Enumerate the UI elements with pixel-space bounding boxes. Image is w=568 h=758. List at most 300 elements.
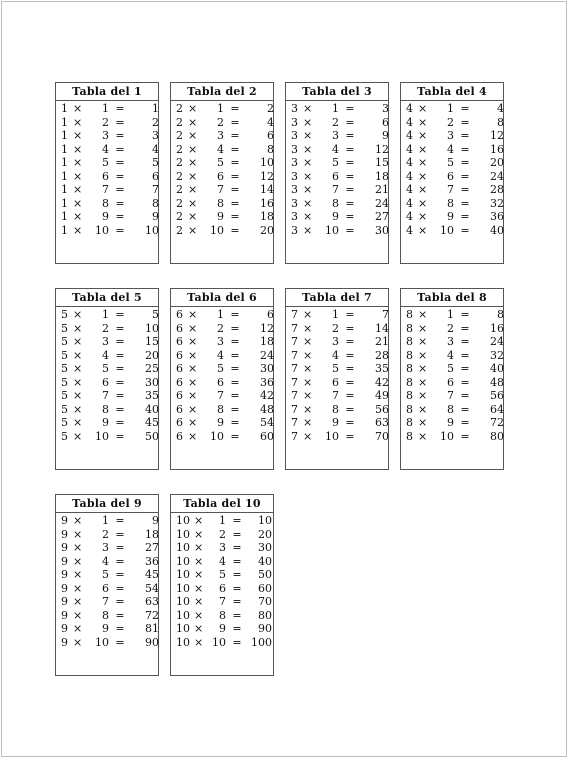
table-row — [286, 210, 388, 224]
equals-sign: = — [115, 527, 125, 541]
product: 27 — [375, 210, 389, 223]
times-table-card — [285, 82, 389, 264]
product: 35 — [145, 389, 159, 402]
factor-b: 3 — [217, 129, 224, 142]
table-row — [401, 308, 503, 322]
factor-a: 6 — [176, 348, 183, 362]
factor-b: 7 — [102, 389, 109, 402]
times-table-card — [400, 288, 504, 470]
product: 72 — [145, 608, 159, 622]
table-row — [286, 156, 388, 170]
product: 12 — [375, 142, 389, 156]
factor-a: 5 — [61, 416, 68, 429]
product: 40 — [490, 223, 504, 237]
factor-b: 8 — [217, 196, 224, 210]
factor-a: 3 — [291, 115, 298, 129]
table-row — [56, 210, 158, 224]
factor-b: 6 — [102, 375, 109, 389]
table-row — [56, 116, 158, 130]
factor-b: 2 — [447, 115, 454, 129]
times-sign: × — [73, 622, 83, 635]
table-row — [171, 582, 273, 596]
table-row — [286, 430, 388, 444]
times-table-rows — [401, 101, 503, 237]
times-table-card — [170, 82, 274, 264]
times-sign: × — [73, 169, 83, 183]
times-sign: × — [188, 169, 198, 183]
times-table-title: Tabla del 2 — [171, 83, 273, 101]
factor-a: 9 — [61, 595, 68, 608]
product: 9 — [152, 210, 159, 223]
times-sign: × — [303, 402, 313, 416]
factor-b: 1 — [217, 308, 224, 321]
equals-sign: = — [115, 223, 125, 237]
times-table-rows — [56, 307, 158, 443]
table-row — [56, 622, 158, 636]
times-sign: × — [418, 335, 428, 348]
factor-b: 6 — [102, 581, 109, 595]
times-sign: × — [188, 102, 198, 115]
equals-sign: = — [460, 129, 470, 142]
times-sign: × — [418, 308, 428, 321]
factor-b: 3 — [332, 335, 339, 348]
equals-sign: = — [460, 308, 470, 321]
equals-sign: = — [232, 514, 242, 527]
times-sign: × — [188, 416, 198, 429]
factor-a: 1 — [61, 223, 68, 237]
factor-b: 7 — [217, 389, 224, 402]
factor-a: 6 — [176, 389, 183, 402]
times-sign: × — [418, 196, 428, 210]
equals-sign: = — [115, 156, 125, 169]
table-row — [56, 308, 158, 322]
equals-sign: = — [115, 183, 125, 196]
product: 54 — [260, 416, 274, 429]
factor-b: 8 — [219, 608, 226, 622]
times-sign: × — [303, 223, 313, 237]
table-row — [56, 170, 158, 184]
factor-b: 2 — [102, 321, 109, 335]
product: 60 — [260, 429, 274, 443]
factor-a: 6 — [176, 375, 183, 389]
times-table-card — [400, 82, 504, 264]
times-sign: × — [73, 527, 83, 541]
factor-a: 10 — [176, 514, 190, 527]
product: 15 — [375, 156, 389, 169]
product: 60 — [258, 581, 272, 595]
factor-b: 9 — [217, 210, 224, 223]
product: 72 — [490, 416, 504, 429]
factor-b: 1 — [332, 308, 339, 321]
factor-a: 2 — [176, 115, 183, 129]
times-sign: × — [73, 554, 83, 568]
factor-b: 3 — [102, 335, 109, 348]
table-row — [286, 389, 388, 403]
table-row — [171, 416, 273, 430]
product: 36 — [145, 554, 159, 568]
table-row — [56, 376, 158, 390]
table-row — [171, 362, 273, 376]
times-sign: × — [188, 115, 198, 129]
factor-a: 10 — [176, 635, 190, 649]
factor-a: 3 — [291, 129, 298, 142]
table-row — [56, 555, 158, 569]
factor-b: 5 — [217, 362, 224, 375]
times-sign: × — [188, 402, 198, 416]
factor-a: 4 — [406, 210, 413, 223]
times-sign: × — [73, 156, 83, 169]
equals-sign: = — [115, 635, 125, 649]
times-sign: × — [303, 210, 313, 223]
product: 10 — [145, 223, 159, 237]
table-row — [56, 568, 158, 582]
factor-b: 8 — [447, 196, 454, 210]
table-row — [56, 156, 158, 170]
equals-sign: = — [345, 389, 355, 402]
table-row — [401, 156, 503, 170]
times-sign: × — [418, 156, 428, 169]
times-sign: × — [73, 321, 83, 335]
factor-a: 2 — [176, 142, 183, 156]
product: 40 — [145, 402, 159, 416]
product: 9 — [152, 514, 159, 527]
equals-sign: = — [460, 210, 470, 223]
factor-a: 10 — [176, 608, 190, 622]
factor-b: 9 — [102, 210, 109, 223]
factor-a: 8 — [406, 348, 413, 362]
equals-sign: = — [115, 142, 125, 156]
factor-b: 9 — [447, 210, 454, 223]
equals-sign: = — [460, 416, 470, 429]
table-row — [56, 416, 158, 430]
times-sign: × — [194, 608, 204, 622]
table-row — [401, 430, 503, 444]
product: 80 — [258, 608, 272, 622]
factor-a: 8 — [406, 308, 413, 321]
factor-a: 5 — [61, 389, 68, 402]
product: 10 — [258, 514, 272, 527]
equals-sign: = — [230, 156, 240, 169]
factor-a: 3 — [291, 169, 298, 183]
factor-b: 8 — [332, 196, 339, 210]
factor-a: 9 — [61, 608, 68, 622]
times-sign: × — [303, 348, 313, 362]
equals-sign: = — [230, 321, 240, 335]
times-sign: × — [418, 402, 428, 416]
factor-a: 9 — [61, 568, 68, 581]
product: 24 — [260, 348, 274, 362]
product: 8 — [497, 115, 504, 129]
table-row — [401, 224, 503, 238]
product: 7 — [382, 308, 389, 321]
table-row — [171, 636, 273, 650]
factor-b: 9 — [447, 416, 454, 429]
equals-sign: = — [115, 416, 125, 429]
equals-sign: = — [115, 402, 125, 416]
times-sign: × — [194, 541, 204, 554]
product: 12 — [490, 129, 504, 142]
product: 18 — [260, 335, 274, 348]
product: 8 — [267, 142, 274, 156]
equals-sign: = — [115, 608, 125, 622]
table-row — [171, 528, 273, 542]
times-sign: × — [418, 375, 428, 389]
times-table-title: Tabla del 7 — [286, 289, 388, 307]
equals-sign: = — [345, 321, 355, 335]
equals-sign: = — [115, 308, 125, 321]
times-sign: × — [73, 335, 83, 348]
table-row — [171, 609, 273, 623]
product: 64 — [490, 402, 504, 416]
times-sign: × — [73, 541, 83, 554]
equals-sign: = — [345, 169, 355, 183]
product: 18 — [145, 527, 159, 541]
product: 35 — [375, 362, 389, 375]
equals-sign: = — [232, 635, 242, 649]
factor-b: 4 — [447, 142, 454, 156]
times-sign: × — [303, 142, 313, 156]
product: 14 — [260, 183, 274, 196]
factor-b: 6 — [447, 169, 454, 183]
product: 20 — [490, 156, 504, 169]
table-row — [56, 362, 158, 376]
table-row — [171, 210, 273, 224]
times-table-rows — [56, 513, 158, 649]
factor-b: 5 — [219, 568, 226, 581]
product: 70 — [375, 429, 389, 443]
times-sign: × — [194, 527, 204, 541]
factor-b: 5 — [447, 156, 454, 169]
table-row — [286, 183, 388, 197]
product: 30 — [375, 223, 389, 237]
equals-sign: = — [115, 321, 125, 335]
factor-a: 3 — [291, 223, 298, 237]
times-sign: × — [418, 429, 428, 443]
equals-sign: = — [230, 142, 240, 156]
product: 32 — [490, 348, 504, 362]
factor-b: 10 — [95, 429, 109, 443]
table-row — [56, 403, 158, 417]
factor-a: 10 — [176, 554, 190, 568]
times-table-rows — [171, 307, 273, 443]
product: 6 — [152, 169, 159, 183]
times-sign: × — [303, 115, 313, 129]
times-table-title: Tabla del 8 — [401, 289, 503, 307]
product: 6 — [382, 115, 389, 129]
product: 20 — [145, 348, 159, 362]
factor-b: 3 — [219, 541, 226, 554]
product: 3 — [152, 129, 159, 142]
factor-a: 9 — [61, 581, 68, 595]
equals-sign: = — [345, 375, 355, 389]
factor-b: 2 — [102, 115, 109, 129]
times-sign: × — [418, 115, 428, 129]
equals-sign: = — [345, 142, 355, 156]
factor-a: 6 — [176, 321, 183, 335]
product: 3 — [382, 102, 389, 115]
table-row — [171, 156, 273, 170]
factor-b: 1 — [102, 308, 109, 321]
times-sign: × — [418, 362, 428, 375]
factor-a: 5 — [61, 402, 68, 416]
table-row — [286, 416, 388, 430]
product: 1 — [152, 102, 159, 115]
factor-a: 9 — [61, 514, 68, 527]
equals-sign: = — [232, 541, 242, 554]
factor-b: 4 — [219, 554, 226, 568]
times-sign: × — [418, 348, 428, 362]
product: 36 — [260, 375, 274, 389]
factor-a: 7 — [291, 389, 298, 402]
product: 30 — [145, 375, 159, 389]
product: 20 — [260, 223, 274, 237]
equals-sign: = — [115, 622, 125, 635]
times-sign: × — [73, 416, 83, 429]
product: 21 — [375, 183, 389, 196]
factor-b: 1 — [102, 102, 109, 115]
equals-sign: = — [232, 608, 242, 622]
factor-a: 10 — [176, 527, 190, 541]
table-row — [171, 389, 273, 403]
factor-a: 8 — [406, 335, 413, 348]
times-sign: × — [188, 156, 198, 169]
factor-a: 7 — [291, 335, 298, 348]
table-row — [171, 322, 273, 336]
times-sign: × — [73, 223, 83, 237]
table-row — [171, 376, 273, 390]
times-sign: × — [418, 102, 428, 115]
factor-b: 10 — [210, 223, 224, 237]
factor-b: 5 — [102, 362, 109, 375]
equals-sign: = — [345, 156, 355, 169]
factor-a: 1 — [61, 183, 68, 196]
factor-a: 2 — [176, 183, 183, 196]
equals-sign: = — [230, 335, 240, 348]
table-row — [401, 389, 503, 403]
table-row — [401, 116, 503, 130]
equals-sign: = — [115, 541, 125, 554]
times-sign: × — [73, 581, 83, 595]
factor-b: 7 — [219, 595, 226, 608]
table-row — [56, 514, 158, 528]
factor-a: 4 — [406, 196, 413, 210]
equals-sign: = — [232, 581, 242, 595]
factor-b: 5 — [217, 156, 224, 169]
factor-a: 4 — [406, 115, 413, 129]
equals-sign: = — [460, 102, 470, 115]
table-row — [401, 143, 503, 157]
factor-a: 8 — [406, 375, 413, 389]
times-sign: × — [303, 335, 313, 348]
table-row — [401, 210, 503, 224]
table-row — [56, 335, 158, 349]
factor-b: 2 — [332, 115, 339, 129]
factor-a: 1 — [61, 156, 68, 169]
table-row — [286, 349, 388, 363]
product: 70 — [258, 595, 272, 608]
product: 30 — [258, 541, 272, 554]
factor-a: 1 — [61, 115, 68, 129]
equals-sign: = — [345, 402, 355, 416]
equals-sign: = — [115, 210, 125, 223]
times-sign: × — [194, 581, 204, 595]
product: 8 — [497, 308, 504, 321]
times-table-card — [170, 288, 274, 470]
factor-b: 5 — [332, 156, 339, 169]
equals-sign: = — [345, 102, 355, 115]
times-sign: × — [303, 129, 313, 142]
times-sign: × — [73, 196, 83, 210]
product: 45 — [145, 416, 159, 429]
factor-a: 7 — [291, 321, 298, 335]
table-row — [286, 224, 388, 238]
product: 12 — [260, 169, 274, 183]
times-sign: × — [73, 210, 83, 223]
times-sign: × — [418, 129, 428, 142]
factor-a: 7 — [291, 308, 298, 321]
table-row — [171, 568, 273, 582]
factor-a: 9 — [61, 527, 68, 541]
factor-b: 3 — [102, 541, 109, 554]
times-sign: × — [418, 183, 428, 196]
times-sign: × — [303, 416, 313, 429]
times-sign: × — [303, 375, 313, 389]
equals-sign: = — [230, 223, 240, 237]
factor-a: 6 — [176, 362, 183, 375]
times-sign: × — [73, 389, 83, 402]
product: 48 — [260, 402, 274, 416]
factor-a: 2 — [176, 196, 183, 210]
product: 21 — [375, 335, 389, 348]
table-row — [56, 528, 158, 542]
times-sign: × — [188, 362, 198, 375]
factor-a: 8 — [406, 402, 413, 416]
product: 25 — [145, 362, 159, 375]
factor-b: 6 — [217, 169, 224, 183]
equals-sign: = — [232, 595, 242, 608]
times-table-title: Tabla del 10 — [171, 495, 273, 513]
times-sign: × — [418, 389, 428, 402]
factor-b: 3 — [447, 129, 454, 142]
equals-sign: = — [345, 416, 355, 429]
factor-b: 1 — [102, 514, 109, 527]
table-row — [286, 362, 388, 376]
product: 90 — [258, 622, 272, 635]
table-row — [56, 609, 158, 623]
times-table-title: Tabla del 5 — [56, 289, 158, 307]
factor-b: 2 — [217, 321, 224, 335]
equals-sign: = — [345, 223, 355, 237]
factor-a: 4 — [406, 129, 413, 142]
product: 24 — [490, 169, 504, 183]
equals-sign: = — [460, 142, 470, 156]
table-row — [401, 416, 503, 430]
times-sign: × — [194, 568, 204, 581]
equals-sign: = — [230, 115, 240, 129]
product: 18 — [260, 210, 274, 223]
equals-sign: = — [460, 115, 470, 129]
factor-b: 4 — [102, 142, 109, 156]
factor-a: 9 — [61, 541, 68, 554]
equals-sign: = — [115, 568, 125, 581]
factor-a: 8 — [406, 429, 413, 443]
factor-a: 10 — [176, 595, 190, 608]
factor-b: 10 — [95, 635, 109, 649]
product: 5 — [152, 308, 159, 321]
factor-b: 2 — [332, 321, 339, 335]
product: 4 — [267, 115, 274, 129]
times-sign: × — [303, 321, 313, 335]
